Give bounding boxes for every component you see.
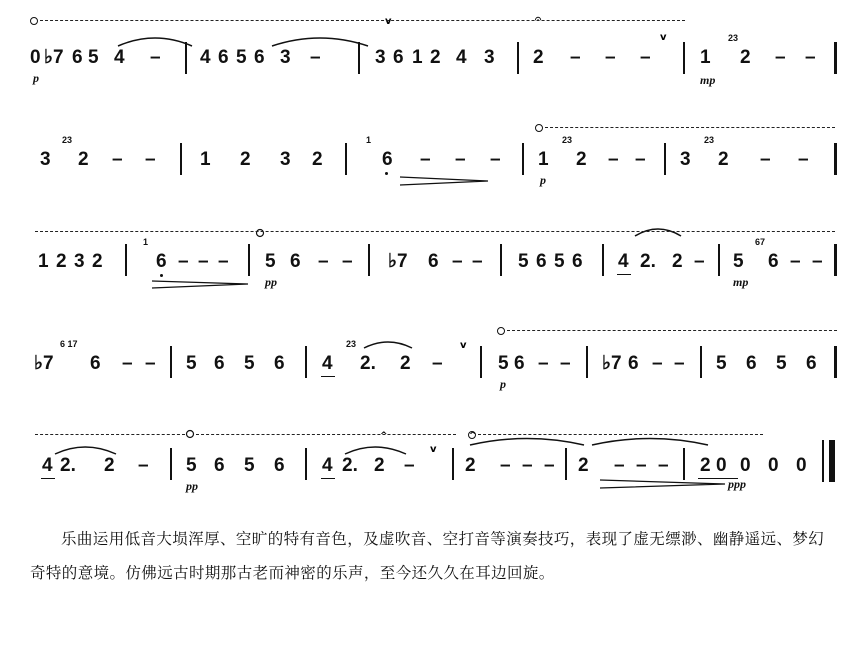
barline (345, 143, 347, 175)
barline (517, 42, 519, 74)
note: 1 (538, 149, 549, 170)
barline (305, 346, 307, 378)
note: ♭7 (602, 353, 622, 374)
note: 5 (88, 47, 99, 68)
dynamic-mark: p (540, 173, 546, 187)
grace-notes: 67 (755, 237, 766, 247)
dynamic-mark: pp (265, 275, 277, 289)
svg-text:v: v (460, 340, 467, 351)
note: 6 (156, 251, 167, 272)
note: 3 (484, 47, 495, 68)
dash: – (636, 455, 647, 476)
dash: – (658, 455, 669, 476)
dash: – (150, 47, 161, 68)
note: 6 (214, 353, 225, 374)
note: 5 (265, 251, 276, 272)
note: 1 (700, 47, 711, 68)
note: 5 (236, 47, 247, 68)
note: ♭7 (44, 47, 64, 68)
note: 6 (514, 353, 525, 374)
note: 6 (393, 47, 404, 68)
dash: – (775, 47, 786, 68)
note: 2 (400, 353, 411, 374)
barline (480, 346, 482, 378)
dash: – (798, 149, 809, 170)
grace-notes: 1 (143, 237, 149, 247)
note: 2 (240, 149, 251, 170)
dynamic-mark: mp (733, 275, 749, 289)
note: 5 (554, 251, 565, 272)
note: 2 (104, 455, 115, 476)
note: 2 (700, 455, 711, 476)
note: 6 (274, 353, 285, 374)
note: 0 (30, 47, 41, 68)
barline (170, 346, 172, 378)
note: 4 (200, 47, 211, 68)
dynamic-mark: ppp (728, 477, 746, 491)
note: 3 (40, 149, 51, 170)
note: 5 (733, 251, 744, 272)
barline (368, 244, 370, 276)
dash: – (455, 149, 466, 170)
note: 2 (312, 149, 323, 170)
dash: – (614, 455, 625, 476)
barline (664, 143, 666, 175)
grace-notes: 23 (62, 135, 73, 145)
note: ♭7 (34, 353, 54, 374)
dash: – (538, 353, 549, 374)
dash: – (342, 251, 353, 272)
dynamic-mark: pp (186, 479, 198, 493)
note: 4 (322, 455, 333, 476)
note: 6 (768, 251, 779, 272)
description-paragraph: 乐曲运用低音大埙浑厚、空旷的特有音色，及虚吹音、空打音等演奏技巧，表现了虚无缥渺、幽静遥远、梦幻奇特的意境。仿佛远古时期那古老而神密的乐声，至今还久久在耳边回旋。 (30, 530, 825, 582)
note: 0 (796, 455, 807, 476)
note: 6 (254, 47, 265, 68)
barline (565, 448, 567, 480)
note: 6 (536, 251, 547, 272)
dash: – (652, 353, 663, 374)
barline (602, 244, 604, 276)
barline (834, 244, 837, 276)
note: 6 (746, 353, 757, 374)
dash: – (560, 353, 571, 374)
dash: – (404, 455, 415, 476)
note: 3 (375, 47, 386, 68)
barline (718, 244, 720, 276)
note: 0 (740, 455, 751, 476)
note: 5 (244, 455, 255, 476)
dash: – (490, 149, 501, 170)
grace-notes: 6 17 (60, 339, 78, 349)
barline (700, 346, 702, 378)
dash: – (310, 47, 321, 68)
note: 5 (518, 251, 529, 272)
barline (834, 346, 837, 378)
dash: – (145, 353, 156, 374)
note: 2 (740, 47, 751, 68)
svg-text:v: v (660, 32, 667, 43)
barline (305, 448, 307, 480)
grace-notes: 23 (346, 339, 357, 349)
grace-notes: 23 (704, 135, 715, 145)
barline (522, 143, 524, 175)
note: 2 (576, 149, 587, 170)
svg-text:𝄐: 𝄐 (535, 12, 542, 25)
dash: – (432, 353, 443, 374)
svg-text:^: ^ (469, 431, 477, 441)
note: 4 (42, 455, 53, 476)
note: 6 (72, 47, 83, 68)
note: 2. (640, 251, 656, 272)
dash: – (674, 353, 685, 374)
note: 1 (38, 251, 49, 272)
note: 2 (92, 251, 103, 272)
note: 5 (716, 353, 727, 374)
grace-notes: 23 (728, 33, 739, 43)
note: 4 (456, 47, 467, 68)
barline (125, 244, 127, 276)
svg-text:v: v (385, 16, 392, 27)
piece-description (30, 522, 840, 590)
barline (170, 448, 172, 480)
dash: – (472, 251, 483, 272)
note: 5 (498, 353, 509, 374)
dash: – (138, 455, 149, 476)
barline (185, 42, 187, 74)
note: 6 (274, 455, 285, 476)
final-barline-thin (822, 440, 824, 482)
barline (834, 143, 837, 175)
barline (683, 42, 685, 74)
note: 0 (716, 455, 727, 476)
note: 2 (78, 149, 89, 170)
dash: – (694, 251, 705, 272)
barline (500, 244, 502, 276)
barline (358, 42, 360, 74)
note: 2 (718, 149, 729, 170)
note: 5 (186, 353, 197, 374)
note: 5 (776, 353, 787, 374)
note: 3 (280, 47, 291, 68)
note: 6 (382, 149, 393, 170)
note: 6 (214, 455, 225, 476)
dash: – (544, 455, 555, 476)
dash: – (635, 149, 646, 170)
note: 4 (618, 251, 629, 272)
final-barline-thick (829, 440, 835, 482)
note: 6 (90, 353, 101, 374)
note: 2 (533, 47, 544, 68)
barline (834, 42, 837, 74)
note: 2. (360, 353, 376, 374)
dash: – (760, 149, 771, 170)
note: 1 (200, 149, 211, 170)
note: 2 (430, 47, 441, 68)
note: 6 (428, 251, 439, 272)
grace-notes: 1 (366, 135, 372, 145)
note: 3 (74, 251, 85, 272)
dash: – (608, 149, 619, 170)
dash: – (640, 47, 651, 68)
grace-notes: 23 (562, 135, 573, 145)
svg-text:v: v (430, 444, 437, 455)
dash: – (812, 251, 823, 272)
note: 1 (412, 47, 423, 68)
dash: – (122, 353, 133, 374)
dash: – (420, 149, 431, 170)
dash: – (805, 47, 816, 68)
note: 5 (244, 353, 255, 374)
svg-text:^: ^ (380, 431, 388, 441)
barline (248, 244, 250, 276)
note: 2 (374, 455, 385, 476)
note: 6 (290, 251, 301, 272)
dash: – (570, 47, 581, 68)
note: 2 (578, 455, 589, 476)
note: 2. (60, 455, 76, 476)
note: 2 (56, 251, 67, 272)
note: 6 (218, 47, 229, 68)
dash: – (178, 251, 189, 272)
note: 6 (572, 251, 583, 272)
dash: – (605, 47, 616, 68)
note: 4 (114, 47, 125, 68)
dash: – (218, 251, 229, 272)
dynamic-mark: mp (700, 73, 716, 87)
dash: – (452, 251, 463, 272)
dynamic-mark: p (500, 377, 506, 391)
barline (180, 143, 182, 175)
note: 3 (280, 149, 291, 170)
barline (683, 448, 685, 480)
dash: – (318, 251, 329, 272)
dash: – (790, 251, 801, 272)
note: 2. (342, 455, 358, 476)
dash: – (145, 149, 156, 170)
barline (586, 346, 588, 378)
dash: – (198, 251, 209, 272)
barline (452, 448, 454, 480)
note: 6 (628, 353, 639, 374)
dash: – (500, 455, 511, 476)
note: 2 (465, 455, 476, 476)
note: 2 (672, 251, 683, 272)
dynamic-mark: p (33, 71, 39, 85)
dash: – (522, 455, 533, 476)
note: 4 (322, 353, 333, 374)
note: ♭7 (388, 251, 408, 272)
dash: – (112, 149, 123, 170)
note: 3 (680, 149, 691, 170)
note: 0 (768, 455, 779, 476)
note: 5 (186, 455, 197, 476)
note: 6 (806, 353, 817, 374)
